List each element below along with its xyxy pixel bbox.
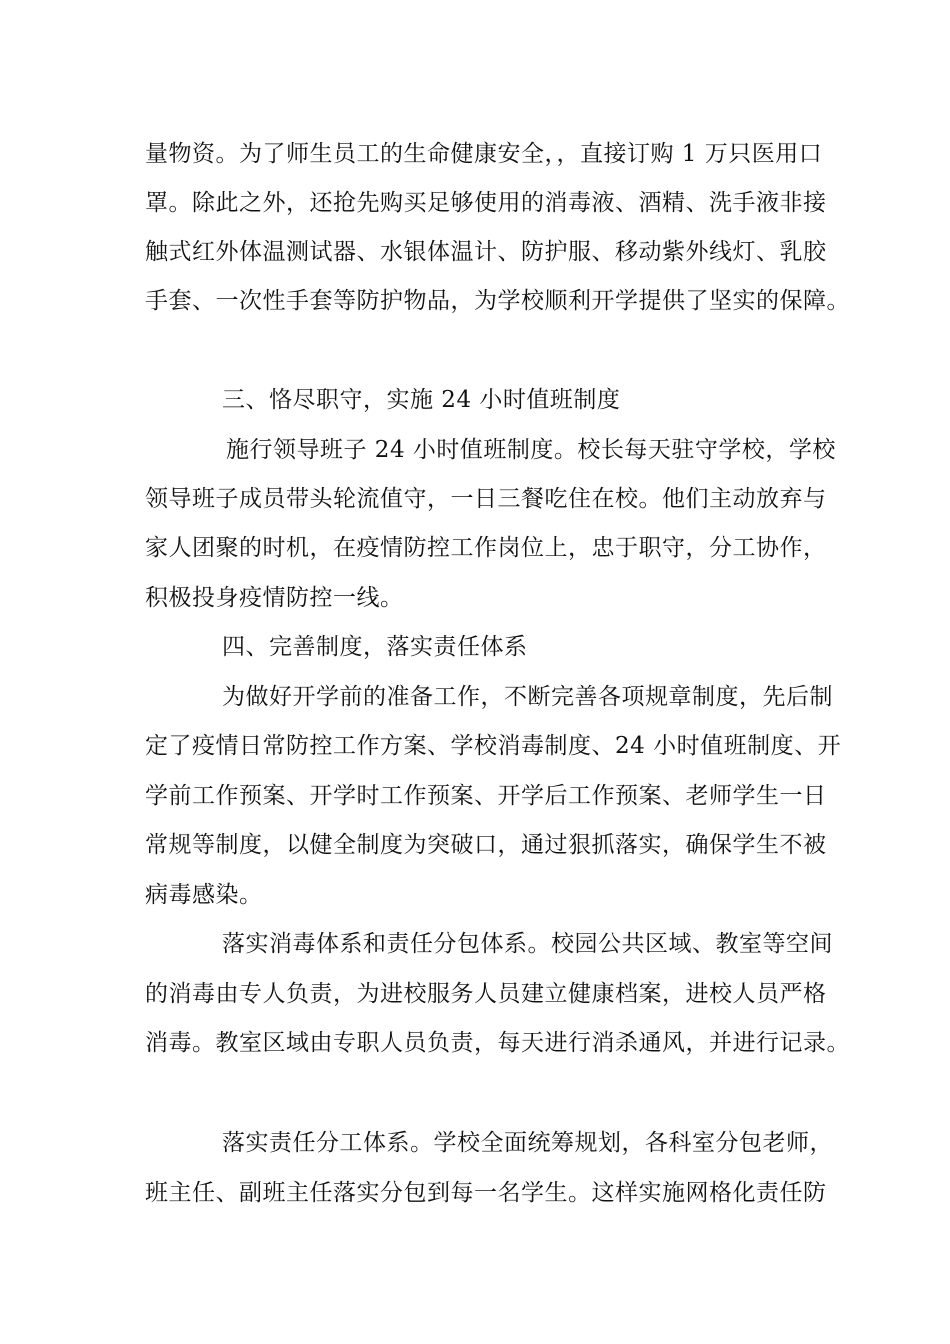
paragraph-line: 学前工作预案、开学时工作预案、开学后工作预案、老师学生一日 (145, 783, 827, 809)
paragraph-line: 家人团聚的时机，在疫情防控工作岗位上，忠于职守，分工协作， (145, 535, 827, 561)
paragraph-line: 积极投身疫情防控一线。 (145, 585, 404, 611)
paragraph-line: 常规等制度，以健全制度为突破口，通过狠抓落实，确保学生不被 (145, 832, 827, 858)
paragraph-line: 触式红外体温测试器、水银体温计、防护服、移动紫外线灯、乳胶 (145, 239, 827, 265)
paragraph-line: 手套、一次性手套等防护物品，为学校顺利开学提供了坚实的保障。 (145, 288, 850, 314)
paragraph-line: 施行领导班子 24 小时值班制度。校长每天驻守学校，学校 (226, 437, 836, 463)
paragraph-line: 病毒感染。 (145, 882, 263, 908)
paragraph-line: 量物资。为了师生员工的生命健康安全，，直接订购 1 万只医用口 (145, 141, 823, 167)
paragraph-line: 班主任、副班主任落实分包到每一名学生。这样实施网格化责任防 (145, 1180, 827, 1206)
section-heading: 三、恪尽职守，实施 24 小时值班制度 (222, 387, 621, 413)
paragraph-line: 定了疫情日常防控工作方案、学校消毒制度、24 小时值班制度、开 (145, 733, 842, 759)
section-heading: 四、完善制度，落实责任体系 (222, 634, 528, 660)
paragraph-line: 消毒。教室区域由专职人员负责，每天进行消杀通风，并进行记录。 (145, 1030, 850, 1056)
paragraph-line: 落实责任分工体系。学校全面统筹规划，各科室分包老师， (222, 1130, 833, 1156)
paragraph-line: 领导班子成员带头轮流值守，一日三餐吃住在校。他们主动放弃与 (145, 486, 827, 512)
paragraph-line: 为做好开学前的准备工作，不断完善各项规章制度，先后制 (222, 684, 833, 710)
paragraph-line: 的消毒由专人负责，为进校服务人员建立健康档案，进校人员严格 (145, 981, 827, 1007)
paragraph-line: 落实消毒体系和责任分包体系。校园公共区域、教室等空间 (222, 931, 833, 957)
paragraph-line: 罩。除此之外，还抢先购买足够使用的消毒液、酒精、洗手液非接 (145, 190, 827, 216)
